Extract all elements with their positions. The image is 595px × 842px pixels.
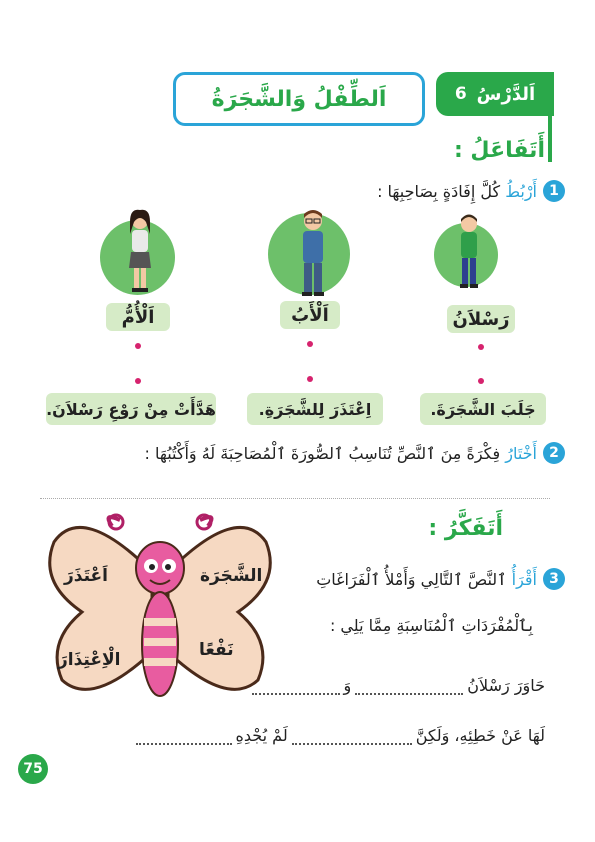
section-think-title: أَتَفَكَّرُ : bbox=[428, 516, 503, 541]
answer-pill-2[interactable] bbox=[247, 393, 383, 425]
fill1-mid: وَ bbox=[343, 676, 352, 695]
fill1-start: حَاوَرَ رَسْلاَنُ bbox=[467, 676, 545, 695]
name-raslan: رَسْلاَنُ bbox=[452, 308, 510, 330]
exercise3-badge: 3 bbox=[543, 568, 565, 590]
answer-pill-1[interactable] bbox=[420, 393, 546, 425]
answer-pill-3[interactable] bbox=[46, 393, 216, 425]
lesson-title-box bbox=[173, 72, 425, 126]
answer-text-2: اِعْتَذَرَ لِلشَّجَرَةِ. bbox=[258, 399, 372, 419]
fill2-end: لَمْ يُجْدِهِ bbox=[235, 726, 288, 745]
exercise1-keyword: أَرْبُطُ bbox=[505, 181, 537, 201]
boy-illustration bbox=[455, 212, 483, 290]
fill2-start: لَهَا عَنْ خَطِئِهِ، وَلَكِنَّ bbox=[415, 726, 545, 745]
section-interact-title: أَتَفَاعَلُ : bbox=[453, 138, 545, 163]
fill-line-1 bbox=[252, 676, 545, 695]
name-pill-raslan[interactable] bbox=[447, 305, 515, 333]
exercise1-text: كُلَّ إِفَادَةٍ بِصَاحِبِهَا : bbox=[377, 181, 501, 201]
name-father: اَلْأَبُ bbox=[291, 304, 329, 326]
word-apology: الْاِعْتِذَارَ bbox=[58, 650, 121, 670]
blank-3[interactable] bbox=[292, 739, 412, 745]
name-pill-father[interactable] bbox=[280, 301, 340, 329]
exercise2-keyword: أَخْتَارُ bbox=[505, 443, 537, 463]
answer-text-1: جَلَبَ الشَّجَرَةَ. bbox=[430, 399, 536, 419]
name-pill-mother[interactable] bbox=[106, 303, 170, 331]
word-tree: الشَّجَرَة bbox=[200, 566, 263, 586]
exercise3-line1: ٱلنَّصَّ ٱلتَّالِي وَأَمْلأُ ٱلْفَرَاغَاتِ bbox=[316, 569, 507, 589]
match-dot-top-raslan[interactable] bbox=[478, 344, 484, 350]
lesson-label: اَلدَّرْسُ bbox=[476, 83, 536, 105]
header-rule bbox=[548, 116, 552, 162]
exercise1-instruction bbox=[377, 180, 565, 202]
butterfly-illustration bbox=[42, 512, 278, 702]
match-dot-bottom-3[interactable] bbox=[135, 378, 141, 384]
word-apologized: اَعْتَذَرَ bbox=[64, 566, 108, 586]
match-dot-bottom-1[interactable] bbox=[478, 378, 484, 384]
lesson-title: اَلطِّفْلُ وَالشَّجَرَةُ bbox=[211, 86, 387, 112]
blank-2[interactable] bbox=[252, 689, 340, 695]
match-dot-top-mother[interactable] bbox=[135, 343, 141, 349]
match-dot-bottom-2[interactable] bbox=[307, 376, 313, 382]
mother-illustration bbox=[125, 208, 155, 294]
lesson-number: 6 bbox=[454, 84, 467, 104]
fill-line-2 bbox=[136, 726, 545, 745]
blank-4[interactable] bbox=[136, 739, 232, 745]
word-benefit: نَفْعًا bbox=[199, 640, 234, 660]
exercise2-instruction bbox=[144, 442, 565, 464]
exercise2-badge: 2 bbox=[543, 442, 565, 464]
exercise2-text: فِكْرَةً مِنَ ٱلنَّصِّ تُنَاسِبُ ٱلصُّورَةَ ٱلْمُصَاحِبَةَ لَهُ وَأَكْتُبُهَا : bbox=[144, 443, 501, 463]
answer-text-3: هَدَّأَتْ مِنْ رَوْعِ رَسْلاَنَ. bbox=[46, 399, 216, 419]
section-divider bbox=[40, 498, 550, 499]
match-dot-top-father[interactable] bbox=[307, 341, 313, 347]
lesson-tab bbox=[436, 72, 554, 116]
father-illustration bbox=[296, 208, 330, 298]
exercise1-badge: 1 bbox=[543, 180, 565, 202]
page-number bbox=[18, 754, 48, 784]
exercise3-line2: بِٱلْمُفْرَدَاتِ ٱلْمُنَاسِبَةِ مِمَّا يَلِي : bbox=[329, 616, 533, 635]
exercise3-instruction bbox=[316, 568, 565, 590]
blank-1[interactable] bbox=[355, 689, 463, 695]
exercise3-keyword: أَقْرَأُ bbox=[511, 569, 537, 589]
name-mother: اَلْأُمُّ bbox=[121, 306, 155, 328]
page-number-text: 75 bbox=[23, 761, 43, 777]
